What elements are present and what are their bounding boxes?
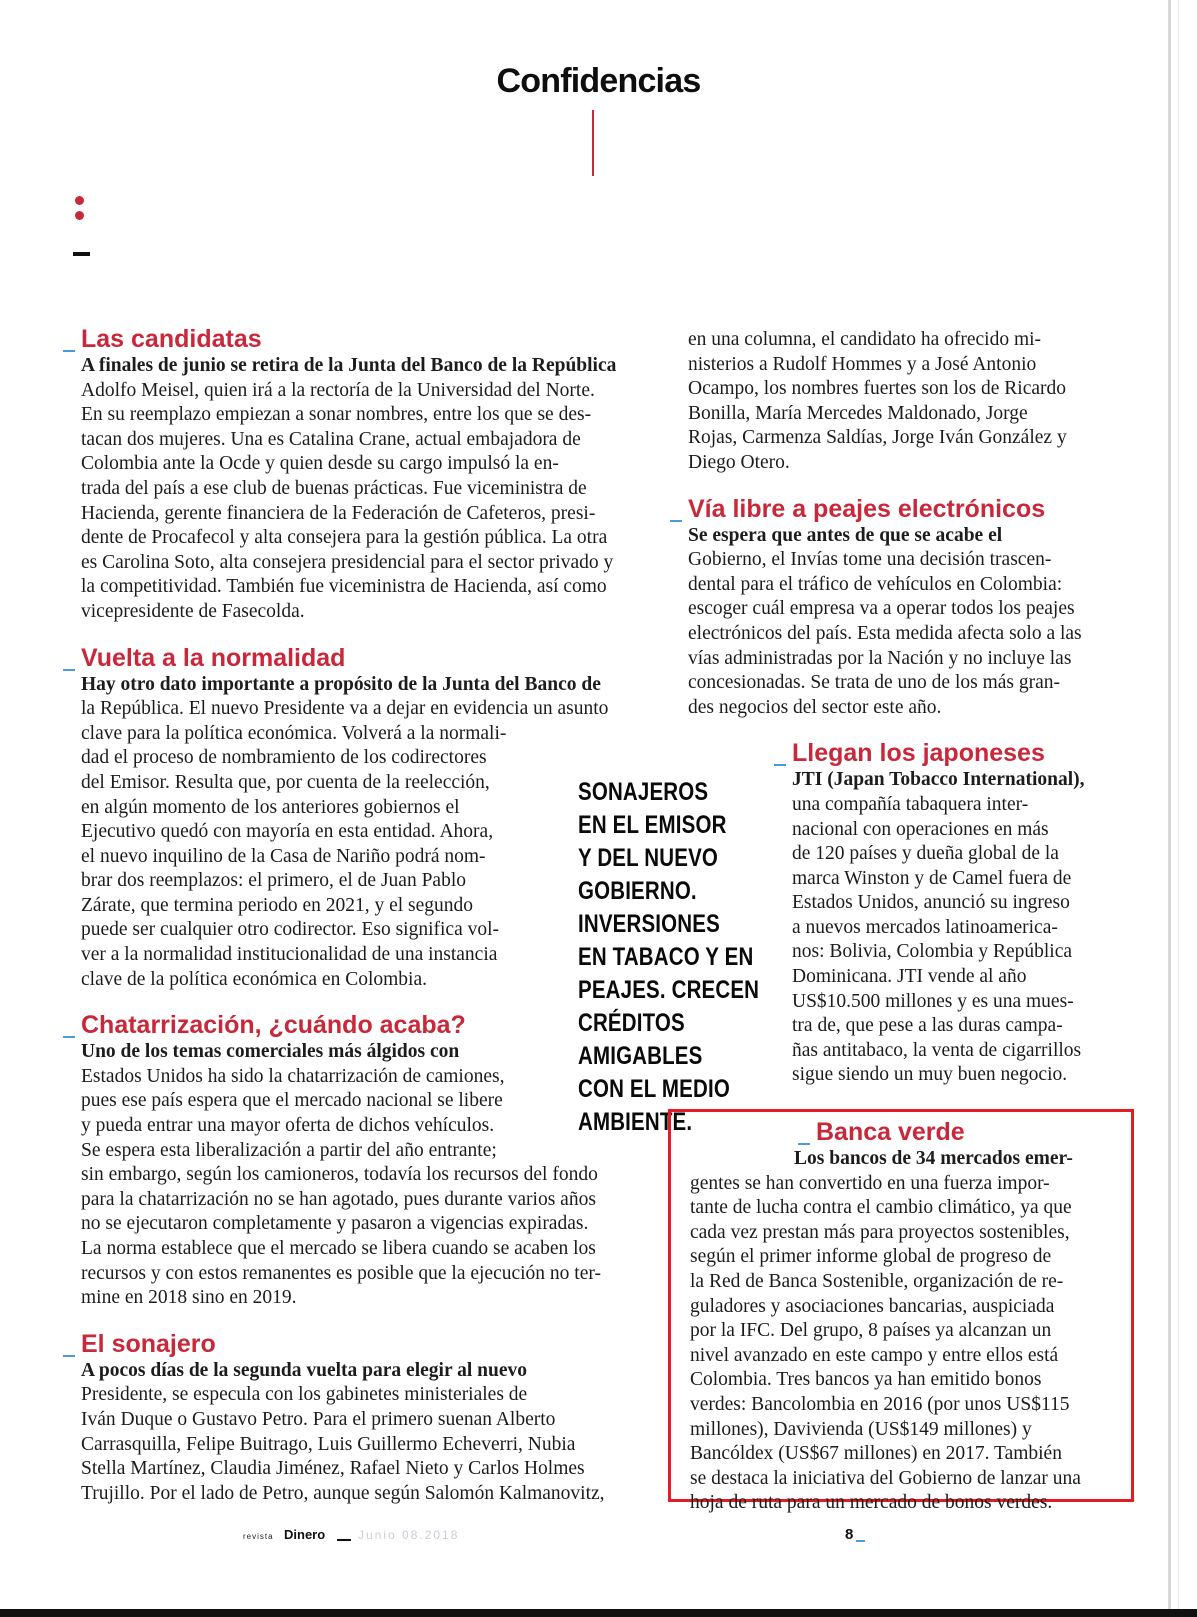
heading-marker <box>63 669 75 671</box>
page-edge-line <box>1178 0 1179 1617</box>
heading-marker <box>63 1036 75 1038</box>
japoneses-block <box>792 738 1108 1088</box>
decorative-dot-icon <box>75 211 84 220</box>
section-body-sonajero: A pocos días de la segunda vuelta para elegir al nuevo Presidente, se especula con los gabinetes ministeriales de Iván Duque o Gustavo Petro. Para el primero suenan Alberto Carrasquilla, Felipe Buitrago, Luis Guillermo Echeverri, Nubia Stella Martínez, Claudia Jiménez, Rafael Nieto y Carlos Holmes Trujillo. Por el lado de Petro, aunque según Salomón Kalmanovitz, <box>81 1359 605 1504</box>
heading-marker <box>670 520 682 522</box>
footer-rule <box>337 1539 351 1541</box>
section-heading: El sonajero <box>81 1329 656 1359</box>
section-heading: Llegan los japoneses <box>792 738 1108 768</box>
heading-marker <box>63 350 75 352</box>
section-heading: Chatarrización, ¿cuándo acaba? <box>81 1010 656 1040</box>
footer-date: Junio 08.2018 <box>358 1528 460 1542</box>
page-number-rule <box>856 1540 865 1542</box>
right-column <box>688 328 1108 1088</box>
scan-bottom-edge <box>0 1609 1197 1617</box>
banca-verde-block <box>690 1117 1110 1516</box>
section-heading: Las candidatas <box>81 324 656 354</box>
section-body-peajes: Se espera que antes de que se acabe el Gobierno, el Invías tome una decisión trascen- dental para el tráfico de vehículos en Colombia: escoger cuál empresa va a operar todos los peajes electrónicos del país. Esta medida afecta solo a las vías administradas por la Nación y no incluye las concesionadas. Se trata de uno de los más gran- des negocios del sector este año. <box>688 524 1082 718</box>
section-heading: Vuelta a la normalidad <box>81 643 656 673</box>
footer-brand-small: revista <box>243 1532 274 1541</box>
section-heading: Banca verde <box>816 1117 1197 1147</box>
section-heading: Vía libre a peajes electrónicos <box>688 494 1108 524</box>
section-body-japoneses: JTI (Japan Tobacco International), una compañía tabaquera inter- nacional con operaciones en más de 120 países y dueña global de la marca Winston y de Camel fuera de Estados Unidos, anunció su ingreso a nuevos mercados latinoamerica- nos: Bolivia, Colombia y República Dominicana. JTI vende al año US$10.500 millones y es una mues- tra de, que pese a las duras campa- ñas antitabaco, la venta de cigarrillos sigue siendo un muy buen negocio. <box>792 769 1085 1086</box>
section-body-sonajero-continued: en una columna, el candidato ha ofrecido mi- nisterios a Rudolf Hommes y a José Antonio Ocampo, los nombres fuertes son los de Ricardo Bonilla, María Mercedes Maldonado, Jorge Rojas, Carmenza Saldías, Jorge Iván González y Diego Otero. <box>688 329 1067 473</box>
heading-marker <box>774 764 786 766</box>
decorative-dash <box>73 252 90 256</box>
page-number: 8 <box>845 1526 854 1543</box>
section-body-candidatas: A finales de junio se retira de la Junta del Banco de la República Adolfo Meisel, quien irá a la rectoría de la Universidad del Norte. En su reemplazo empiezan a sonar nombres, entre los que se des- tacan dos mujeres. Una es Catalina Crane, actual embajadora de Colombia ante la Ocde y quien desde su cargo impulsó la en- trada del país a ese club de buenas prácticas. Fue viceministra de Hacienda, gerente financiera de la Federación de Cafeteros, presi- dente de Procafecol y alta consejera para la gestión pública. La otra es Carolina Soto, alta consejera presidencial para el sector privado y la competitividad. También fue viceministra de Hacienda, así como vicepresidente de Fasecolda. <box>81 355 617 622</box>
footer-magazine-name: Dinero <box>284 1527 326 1542</box>
heading-marker <box>798 1143 810 1145</box>
section-body-banca-verde: Los bancos de 34 mercados emer- gentes se han convertido en una fuerza impor- tante de lucha contra el cambio climático, ya que cada vez prestan más para proyectos sostenibles, según el primer informe global de progreso de la Red de Banca Sostenible, organización de re- guladores y asociaciones bancarias, auspiciada por la IFC. Del grupo, 8 países ya alcanzan un nivel avanzado en este campo y entre ellos está Colombia. Tres bancos ya han emitido bonos verdes: Bancolombia en 2016 (por unos US$115 millones), Davivienda (US$149 millones) y Bancóldex (US$67 millones) en 2017. También se destaca la iniciativa del Gobierno de lanzar una hoja de ruta para un mercado de bonos verdes. <box>690 1148 1081 1514</box>
title-rule <box>592 110 594 176</box>
heading-marker <box>63 1355 75 1357</box>
left-column <box>81 324 656 1506</box>
page-edge-shadow <box>1168 0 1171 1617</box>
pull-quote: SONAJEROS EN EL EMISOR Y DEL NUEVO GOBIERNO. INVERSIONES EN TABACO Y EN PEAJES. CRECEN CRÉDITOS AMIGABLES CON EL MEDIO AMBIENTE. <box>578 778 760 1136</box>
page-title: Confidencias <box>496 62 701 100</box>
section-body-chatarrizacion: Uno de los temas comerciales más álgidos con Estados Unidos ha sido la chatarrización de camiones, pues ese país espera que el mercado nacional se libere y pueda entrar una mayor oferta de dichos vehículos. Se espera esta liberalización a partir del año entrante; sin embargo, según los camioneros, todavía los recursos del fondo para la chatarrización no se han agotado, pues durante varios años no se ejecutaron completamente y pasaron a vigencias expiradas. La norma establece que el mercado se libera cuando se acaben los recursos y con estos remanentes es posible que la ejecución no ter- mine en 2018 sino en 2019. <box>81 1041 601 1309</box>
page-footer <box>243 1527 1143 1547</box>
decorative-dot-icon <box>75 196 84 205</box>
section-body-normalidad: Hay otro dato importante a propósito de la Junta del Banco de la República. El nuevo Presidente va a dejar en evidencia un asunto clave para la política económica. Volverá a la normali- dad el proceso de nombramiento de los codirectores del Emisor. Resulta que, por cuenta de la reelección, en algún momento de los anteriores gobiernos el Ejecutivo quedó con mayoría en esta entidad. Ahora, el nuevo inquilino de la Casa de Nariño podrá nom- brar dos reemplazos: el primero, el de Juan Pablo Zárate, que termina periodo en 2021, y el segundo puede ser cualquier otro codirector. Eso significa vol- ver a la normalidad institucionalidad de una instancia clave de la política económica en Colombia. <box>81 673 609 990</box>
